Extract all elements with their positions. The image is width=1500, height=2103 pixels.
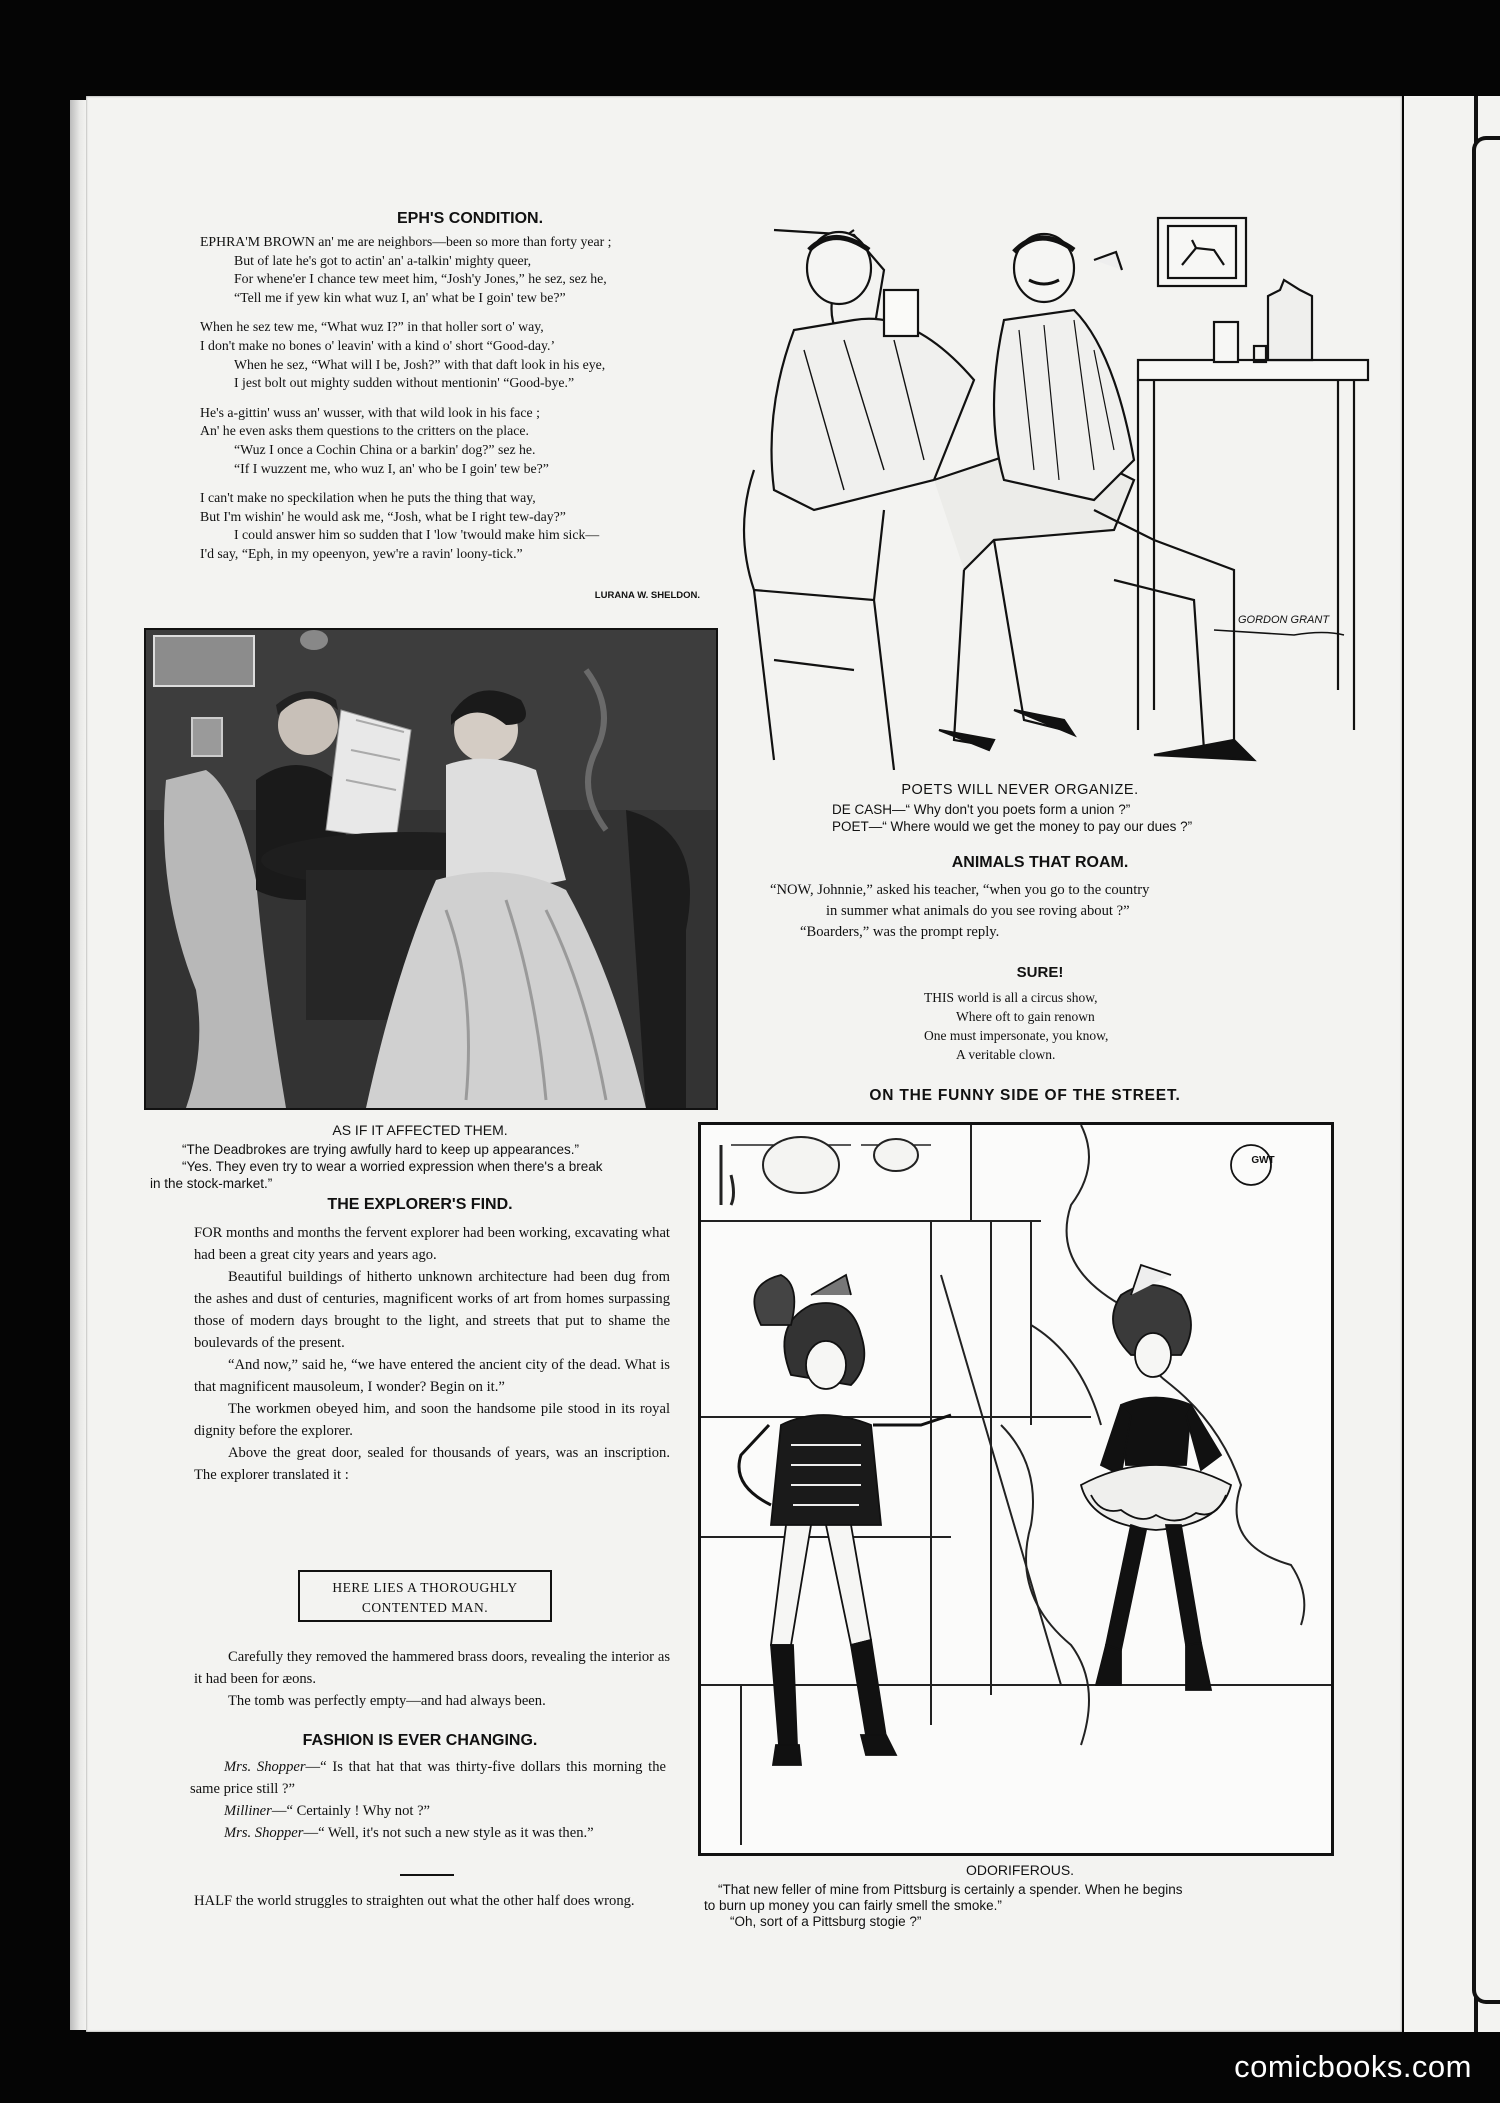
poets-illustration [734, 210, 1374, 770]
inscription-line: CONTENTED MAN. [361, 1600, 489, 1615]
eph-title: EPH'S CONDITION. [396, 210, 544, 227]
poem-line: I could answer him so sudden that I 'low 'twould make him sick— [234, 527, 600, 543]
animals-line-3: “Boarders,” was the prompt reply. [800, 924, 1000, 940]
odoriferous-comic [698, 1122, 1334, 1856]
poets-line-2: POET—“ Where would we get the money to pay our dues ?” [832, 819, 1193, 834]
poem-line: I jest bolt out mighty sudden without mentionin' “Good-bye.” [234, 375, 575, 391]
affected-line-1: “The Deadbrokes are trying awfully hard to keep up appearances.” [182, 1142, 579, 1157]
speaker: Mrs. Shopper [224, 1825, 304, 1841]
animals-line-2: in summer what animals do you see roving about ?” [826, 903, 1130, 919]
poem-line: When he sez, “What will I be, Josh?” with that daft look in his eye, [234, 356, 606, 372]
affected-title: AS IF IT AFFECTED THEM. [332, 1122, 508, 1138]
eph-stanza-1 [200, 233, 740, 307]
odor-line-2: to burn up money you can fairly smell the smoke.” [704, 1898, 1002, 1913]
fashion-line [190, 1800, 666, 1822]
animals-text [770, 880, 1330, 943]
poem-line: But I'm wishin' he would ask me, “Josh, what be I right tew-day?” [200, 508, 566, 524]
poem-line: When he sez tew me, “What wuz I?” in that holler sort o' way, [200, 319, 544, 335]
explorer-body [194, 1222, 670, 1486]
odor-title: ODORIFEROUS. [965, 1862, 1075, 1878]
explorer-paragraph: The workmen obeyed him, and soon the handsome pile stood in its royal dignity before the explorer. [194, 1401, 670, 1439]
next-page-edge [1404, 96, 1500, 2032]
poem-line: But of late he's got to actin' an' a-talkin' mighty queer, [234, 252, 532, 268]
explorer-paragraph: Beautiful buildings of hitherto unknown architecture had been dug from the ashes and dust of centuries, magnificent works of art from homes surpassing those of modern days brought to the light, and streets that put to shame the boulevards of the present. [194, 1269, 670, 1351]
fashion-title: FASHION IS EVER CHANGING. [302, 1732, 538, 1749]
poem-line: “Wuz I once a Cochin China or a barkin' dog?” sez he. [234, 441, 536, 457]
fashion-line [190, 1756, 666, 1800]
eph-poem [200, 233, 740, 564]
eph-stanza-3 [200, 404, 740, 478]
poets-line-1: DE CASH—“ Why don't you poets form a union ?” [832, 802, 1131, 817]
sure-line: A veritable clown. [956, 1047, 1056, 1062]
sure-line: THIS world is all a circus show, [924, 990, 1098, 1005]
animals-line-1: “NOW, Johnnie,” asked his teacher, “when you go to the country [770, 882, 1150, 898]
inscription-box [298, 1570, 552, 1622]
poem-line: He's a-gittin' wuss an' wusser, with that wild look in his face ; [200, 404, 540, 420]
poets-title: POETS WILL NEVER ORGANIZE. [901, 782, 1139, 798]
affected-line-2: “Yes. They even try to wear a worried expression when there's a break [182, 1159, 603, 1174]
poem-line: For whene'er I chance tew meet him, “Josh'y Jones,” he sez, sez he, [234, 271, 607, 287]
explorer-paragraph: “And now,” said he, “we have entered the ancient city of the dead. What is that magnificent mausoleum, I wonder? Begin on it.” [194, 1357, 670, 1395]
affected-line-3: in the stock-market.” [150, 1176, 273, 1191]
page-edge-bracket [1472, 136, 1500, 2004]
eph-stanza-2 [200, 318, 740, 392]
half-world-text: HALF the world struggles to straighten out what the other half does wrong. [194, 1893, 635, 1909]
sure-title: SURE! [1016, 964, 1064, 981]
inscription-line: HERE LIES A THOROUGHLY [332, 1580, 518, 1595]
sure-poem [924, 988, 1184, 1064]
poets-signature: GORDON GRANT [1238, 614, 1330, 626]
poem-line: I'd say, “Eph, in my opeenyon, yew're a ravin' loony-tick.” [200, 545, 523, 561]
animals-title: ANIMALS THAT ROAM. [951, 854, 1129, 871]
speech: —“ Is that hat that was thirty-five dollars this morning the same price still ?” [190, 1759, 666, 1797]
explorer-paragraph: FOR months and months the fervent explorer had been working, excavating what had been a great city years and years ago. [194, 1225, 670, 1263]
sure-line: Where oft to gain renown [956, 1009, 1095, 1024]
poets-drawing [734, 210, 1374, 770]
poem-line: “Tell me if yew kin what wuz I, an' what be I goin' tew be?” [234, 289, 566, 305]
speaker: Milliner [224, 1803, 272, 1819]
watermark: comicbooks.com [1234, 2049, 1472, 2084]
sure-line: One must impersonate, you know, [924, 1028, 1109, 1043]
explorer-title: THE EXPLORER'S FIND. [327, 1196, 513, 1213]
poem-line: I don't make no bones o' leavin' with a kind o' short “Good-day.’ [200, 337, 556, 353]
explorer-paragraph: The tomb was perfectly empty—and had always been. [228, 1693, 546, 1709]
comic-monogram: GWT [1251, 1155, 1275, 1166]
page-binding [70, 100, 86, 2030]
speaker: Mrs. Shopper [224, 1759, 306, 1775]
explorer-after [194, 1646, 670, 1712]
poem-line: I can't make no speckilation when he puts the thing that way, [200, 490, 536, 506]
odor-line-3: “Oh, sort of a Pittsburg stogie ?” [730, 1914, 922, 1929]
couple-photo [144, 628, 718, 1110]
divider-rule [400, 1874, 454, 1876]
poem-line: An' he even asks them questions to the critters on the place. [200, 423, 529, 439]
odor-line-1: “That new feller of mine from Pittsburg is certainly a spender. When he begins [718, 1882, 1183, 1897]
funny-side-title: ON THE FUNNY SIDE OF THE STREET. [869, 1087, 1181, 1104]
poem-line: “If I wuzzent me, who wuz I, an' who be I goin' tew be?” [234, 460, 549, 476]
fashion-body [190, 1756, 666, 1844]
couple-photo-illustration [146, 630, 716, 1108]
explorer-paragraph: Carefully they removed the hammered brass doors, revealing the interior as it had been for æons. [194, 1649, 670, 1687]
explorer-paragraph: Above the great door, sealed for thousands of years, was an inscription. The explorer translated it : [194, 1445, 670, 1483]
speech: —“ Well, it's not such a new style as it was then.” [303, 1825, 594, 1841]
speech: —“ Certainly ! Why not ?” [271, 1803, 431, 1819]
poem-line: EPHRA'M BROWN an' me are neighbors—been so more than forty year ; [200, 234, 612, 249]
dancers-drawing [701, 1125, 1331, 1853]
eph-stanza-4 [200, 489, 740, 563]
fashion-line [190, 1822, 666, 1844]
eph-author: LURANA W. SHELDON. [594, 590, 700, 601]
